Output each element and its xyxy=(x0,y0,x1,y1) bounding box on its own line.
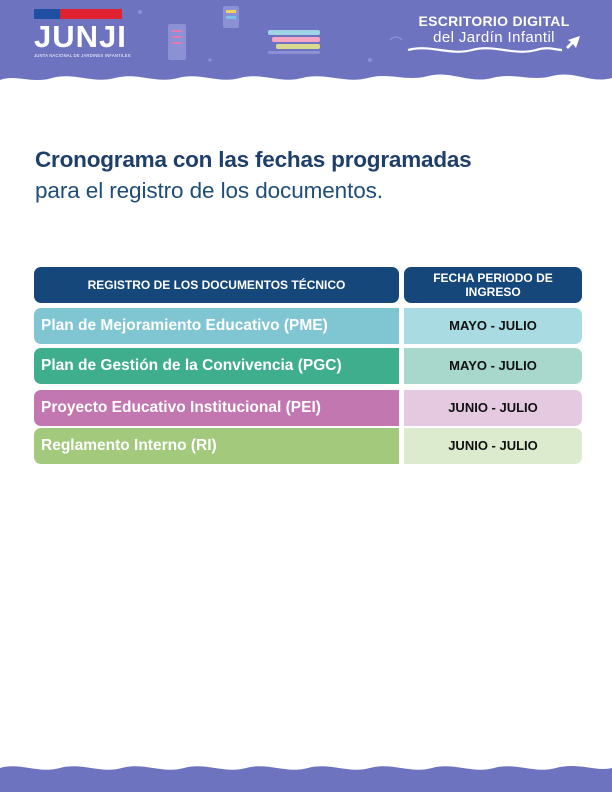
document-cell: Reglamento Interno (RI) xyxy=(34,428,399,464)
escritorio-line-2: del Jardín Infantil xyxy=(433,29,555,46)
bottom-banner xyxy=(0,746,612,792)
period-cell: MAYO - JULIO xyxy=(404,348,582,384)
junji-logo xyxy=(34,8,131,60)
document-cell: Plan de Gestión de la Convivencia (PGC) xyxy=(34,348,399,384)
table-row xyxy=(34,428,582,464)
document-cell: Proyecto Educativo Institucional (PEI) xyxy=(34,390,399,426)
document-cell: Plan de Mejoramiento Educativo (PME) xyxy=(34,308,399,344)
escritorio-digital-title xyxy=(406,13,582,46)
escritorio-line-1: ESCRITORIO DIGITAL xyxy=(418,13,570,29)
period-cell: MAYO - JULIO xyxy=(404,308,582,344)
period-cell: JUNIO - JULIO xyxy=(404,428,582,464)
page-heading xyxy=(35,144,595,206)
table-row xyxy=(34,390,582,426)
period-cell: JUNIO - JULIO xyxy=(404,390,582,426)
chile-flag-icon xyxy=(34,9,122,19)
heading-regular-line: para el registro de los documentos. xyxy=(35,178,383,203)
logo-subtitle: JUNTA NACIONAL DE JARDINES INFANTILES xyxy=(34,53,131,58)
header-documents: REGISTRO DE LOS DOCUMENTOS TÉCNICO xyxy=(34,267,399,303)
heading-bold-line: Cronograma con las fechas programadas xyxy=(35,147,472,172)
table-row xyxy=(34,308,582,344)
header-date: FECHA PERIODO DE INGRESO xyxy=(404,267,582,303)
table-row xyxy=(34,348,582,384)
logo-wordmark: JUNJI xyxy=(34,19,127,54)
